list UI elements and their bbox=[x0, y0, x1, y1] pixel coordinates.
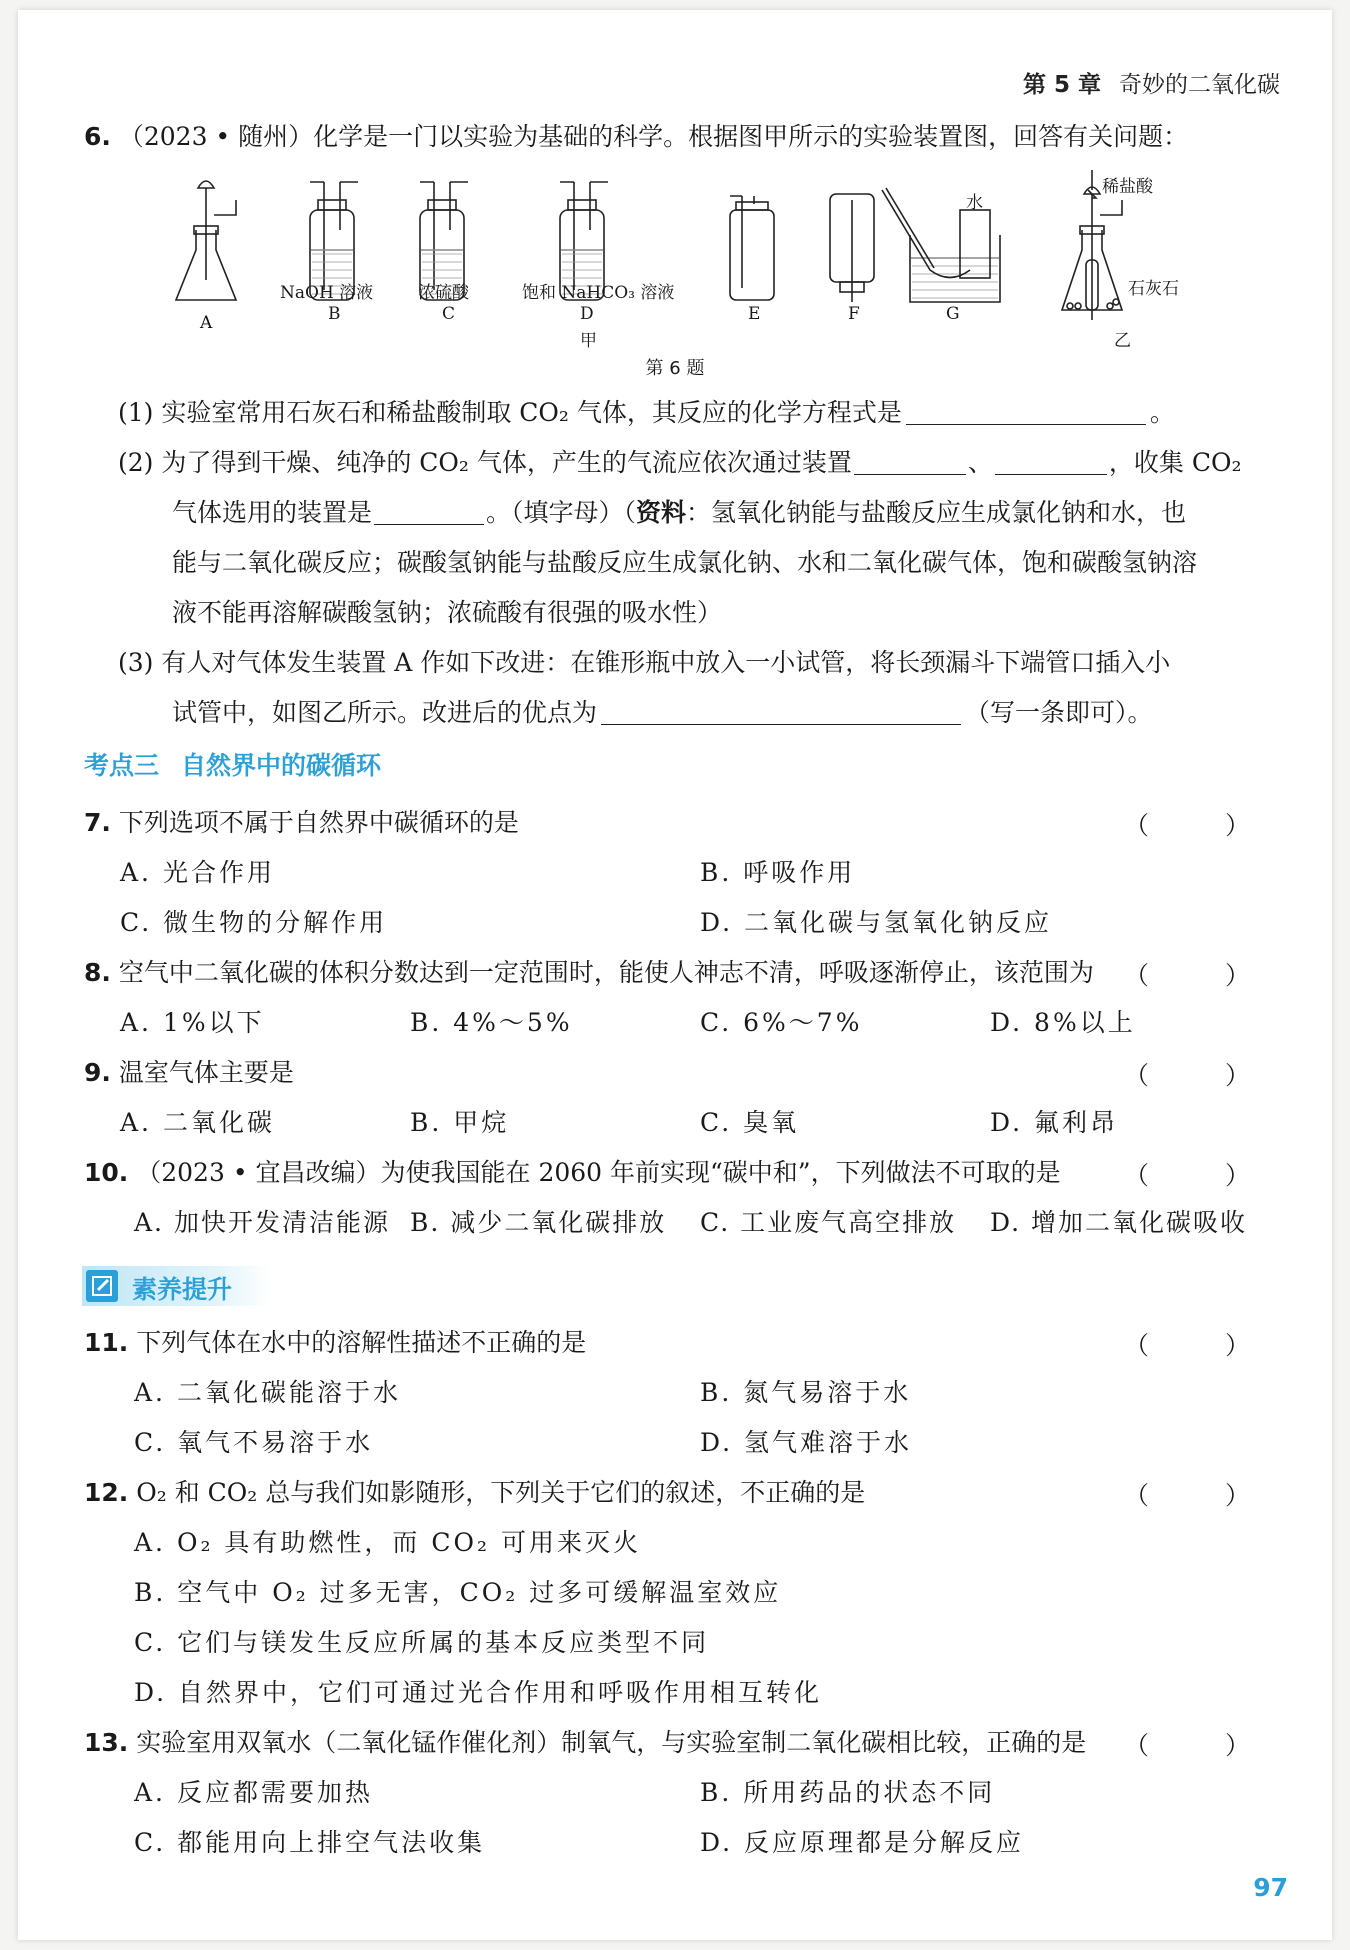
figure-caption: 第 6 题 bbox=[645, 358, 705, 379]
q10-number: 10. bbox=[84, 1158, 129, 1187]
section-banner bbox=[82, 1266, 272, 1306]
q13-option-b[interactable]: B. 所用药品的状态不同 bbox=[700, 1778, 996, 1807]
q7-number: 7. bbox=[84, 808, 111, 837]
q7-option-c[interactable]: C. 微生物的分解作用 bbox=[120, 908, 388, 937]
q6-part1-text: (1) 实验室常用石灰石和稀盐酸制取 CO₂ 气体，其反应的化学方程式是 bbox=[118, 398, 902, 427]
label-jia: 甲 bbox=[580, 331, 597, 351]
q12-number: 12. bbox=[84, 1478, 129, 1507]
label-naoh: NaOH 溶液 bbox=[280, 283, 374, 303]
q8-option-b[interactable]: B. 4%～5% bbox=[410, 1008, 573, 1037]
q6-number: 6. bbox=[84, 122, 111, 151]
q13-option-a[interactable]: A. 反应都需要加热 bbox=[134, 1778, 373, 1807]
q7-option-d[interactable]: D. 二氧化碳与氢氧化钠反应 bbox=[700, 908, 1053, 937]
section-3-title bbox=[84, 746, 381, 782]
q12-option-b[interactable]: B. 空气中 O₂ 过多无害，CO₂ 过多可缓解温室效应 bbox=[134, 1578, 782, 1607]
q11-option-d[interactable]: D. 氢气难溶于水 bbox=[700, 1428, 913, 1457]
q9-option-c[interactable]: C. 臭氧 bbox=[700, 1108, 800, 1137]
label-a: A bbox=[200, 313, 213, 333]
q6-part3-blank[interactable] bbox=[601, 698, 961, 725]
q6-part3-line2 bbox=[172, 696, 1153, 730]
q6-part2-line1 bbox=[118, 446, 1242, 480]
label-e: E bbox=[748, 304, 761, 324]
q13-stem-line bbox=[84, 1726, 1086, 1760]
q6-part2-line4: 液不能再溶解碳酸氢钠；浓硫酸有很强的吸水性） bbox=[172, 598, 723, 627]
section-3-label: 考点三 bbox=[84, 751, 160, 780]
q6-part1 bbox=[118, 396, 1175, 430]
label-water: 水 bbox=[966, 193, 983, 213]
q6-part3-text-c: （写一条即可）。 bbox=[965, 698, 1153, 727]
q10-stem: （2023 • 宜昌改编）为使我国能在 2060 年前实现“碳中和”，下列做法不可取的是 bbox=[136, 1158, 1061, 1187]
q6-part2-blank-1[interactable] bbox=[854, 448, 966, 475]
q6-part2-text-d: 。（填字母）（ bbox=[486, 498, 637, 527]
q8-option-c[interactable]: C. 6%～7% bbox=[700, 1008, 863, 1037]
label-nahco3: 饱和 NaHCO₃ 溶液 bbox=[522, 283, 675, 303]
page-number: 97 bbox=[1253, 1873, 1288, 1902]
label-c: C bbox=[442, 304, 456, 324]
q9-stem: 温室气体主要是 bbox=[118, 1058, 294, 1087]
q11-stem: 下列气体在水中的溶解性描述不正确的是 bbox=[136, 1328, 587, 1357]
q10-stem-line bbox=[84, 1156, 1061, 1190]
q9-stem-line bbox=[84, 1056, 294, 1090]
chapter-number: 第 5 章 bbox=[1022, 72, 1101, 98]
q13-stem: 实验室用双氧水（二氧化锰作催化剂）制氧气，与实验室制二氧化碳相比较，正确的是 bbox=[136, 1728, 1087, 1757]
q11-answer-bracket[interactable]: （ ） bbox=[1124, 1331, 1284, 1360]
q6-part2-blank-3[interactable] bbox=[374, 498, 484, 525]
q8-number: 8. bbox=[84, 958, 111, 987]
q8-answer-bracket[interactable]: （ ） bbox=[1124, 961, 1284, 990]
q12-stem: O₂ 和 CO₂ 总与我们如影随形，下列关于它们的叙述，不正确的是 bbox=[136, 1478, 866, 1507]
q10-option-d[interactable]: D. 增加二氧化碳吸收 bbox=[990, 1208, 1248, 1237]
q6-part1-blank[interactable] bbox=[906, 398, 1146, 425]
q6-part1-end: 。 bbox=[1149, 398, 1175, 427]
q6-part2-line2 bbox=[172, 496, 1186, 530]
chapter-title: 奇妙的二氧化碳 bbox=[1119, 72, 1280, 98]
q6-part2-line3: 能与二氧化碳反应；碳酸氢钠能与盐酸反应生成氯化钠、水和二氧化碳气体，饱和碳酸氢钠溶 bbox=[172, 548, 1198, 577]
q6-part2-text-c: 气体选用的装置是 bbox=[172, 498, 373, 527]
label-stone: 石灰石 bbox=[1128, 279, 1179, 299]
q9-number: 9. bbox=[84, 1058, 111, 1087]
label-acid: 稀盐酸 bbox=[1102, 177, 1153, 197]
q10-option-c[interactable]: C. 工业废气高空排放 bbox=[700, 1208, 957, 1237]
q6-stem-line bbox=[84, 120, 1188, 154]
q6-stem: （2023 • 随州）化学是一门以实验为基础的科学。根据图甲所示的实验装置图，回答有关问题： bbox=[118, 122, 1189, 151]
page-header bbox=[1023, 66, 1280, 99]
q9-option-d[interactable]: D. 氟利昂 bbox=[990, 1108, 1119, 1137]
q10-answer-bracket[interactable]: （ ） bbox=[1124, 1161, 1284, 1190]
q6-part2-text-a: (2) 为了得到干燥、纯净的 CO₂ 气体，产生的气流应依次通过装置 bbox=[118, 448, 852, 477]
q7-option-a[interactable]: A. 光合作用 bbox=[120, 858, 275, 887]
q11-stem-line bbox=[84, 1326, 586, 1360]
q6-part2-blank-2[interactable] bbox=[995, 448, 1107, 475]
q8-stem-line bbox=[84, 956, 1094, 990]
q10-option-a[interactable]: A. 加快开发清洁能源 bbox=[134, 1208, 390, 1237]
label-b: B bbox=[328, 304, 341, 324]
q12-option-c[interactable]: C. 它们与镁发生反应所属的基本反应类型不同 bbox=[134, 1628, 710, 1657]
q6-part2-text-e: ：氢氧化钠能与盐酸反应生成氯化钠和水，也 bbox=[686, 498, 1187, 527]
q11-number: 11. bbox=[84, 1328, 129, 1357]
q11-option-b[interactable]: B. 氮气易溶于水 bbox=[700, 1378, 912, 1407]
q13-option-d[interactable]: D. 反应原理都是分解反应 bbox=[700, 1828, 1025, 1857]
q9-option-b[interactable]: B. 甲烷 bbox=[410, 1108, 510, 1137]
q10-option-b[interactable]: B. 减少二氧化碳排放 bbox=[410, 1208, 667, 1237]
q7-option-b[interactable]: B. 呼吸作用 bbox=[700, 858, 856, 887]
q8-stem: 空气中二氧化碳的体积分数达到一定范围时，能使人神志不清，呼吸逐渐停止，该范围为 bbox=[118, 958, 1094, 987]
q13-answer-bracket[interactable]: （ ） bbox=[1124, 1731, 1284, 1760]
q7-answer-bracket[interactable]: （ ） bbox=[1124, 811, 1284, 840]
q7-stem-line bbox=[84, 806, 519, 840]
q6-part2-sep: 、 bbox=[967, 448, 993, 477]
q12-stem-line bbox=[84, 1476, 865, 1510]
label-f: F bbox=[848, 304, 860, 324]
label-d: D bbox=[580, 304, 594, 324]
q7-stem: 下列选项不属于自然界中碳循环的是 bbox=[118, 808, 519, 837]
section-3-name: 自然界中的碳循环 bbox=[181, 751, 382, 780]
q8-option-a[interactable]: A. 1%以下 bbox=[120, 1008, 265, 1037]
figure-label-layer bbox=[170, 170, 1280, 350]
label-g: G bbox=[946, 304, 960, 324]
q11-option-a[interactable]: A. 二氧化碳能溶于水 bbox=[134, 1378, 401, 1407]
q8-option-d[interactable]: D. 8%以上 bbox=[990, 1008, 1136, 1037]
label-yi: 乙 bbox=[1114, 331, 1131, 351]
q11-option-c[interactable]: C. 氧气不易溶于水 bbox=[134, 1428, 374, 1457]
q6-part3-text-b: 试管中，如图乙所示。改进后的优点为 bbox=[172, 698, 598, 727]
section-banner-title: 素养提升 bbox=[132, 1275, 233, 1304]
q9-option-a[interactable]: A. 二氧化碳 bbox=[120, 1108, 275, 1137]
q6-resource-label: 资料 bbox=[636, 498, 687, 527]
q12-option-a[interactable]: A. O₂ 具有助燃性，而 CO₂ 可用来灭火 bbox=[134, 1528, 641, 1557]
q12-answer-bracket[interactable]: （ ） bbox=[1124, 1481, 1284, 1510]
q13-option-c[interactable]: C. 都能用向上排空气法收集 bbox=[134, 1828, 486, 1857]
q6-part3-line1: (3) 有人对气体发生装置 A 作如下改进：在锥形瓶中放入一小试管，将长颈漏斗下端管口插入小 bbox=[118, 648, 1171, 677]
pencil-icon bbox=[86, 1270, 118, 1302]
label-h2so4: 浓硫酸 bbox=[418, 283, 469, 303]
q6-part2-text-b: ，收集 CO₂ bbox=[1108, 448, 1242, 477]
q12-option-d[interactable]: D. 自然界中，它们可通过光合作用和呼吸作用相互转化 bbox=[134, 1678, 823, 1707]
q13-number: 13. bbox=[84, 1728, 129, 1757]
q9-answer-bracket[interactable]: （ ） bbox=[1124, 1061, 1284, 1090]
